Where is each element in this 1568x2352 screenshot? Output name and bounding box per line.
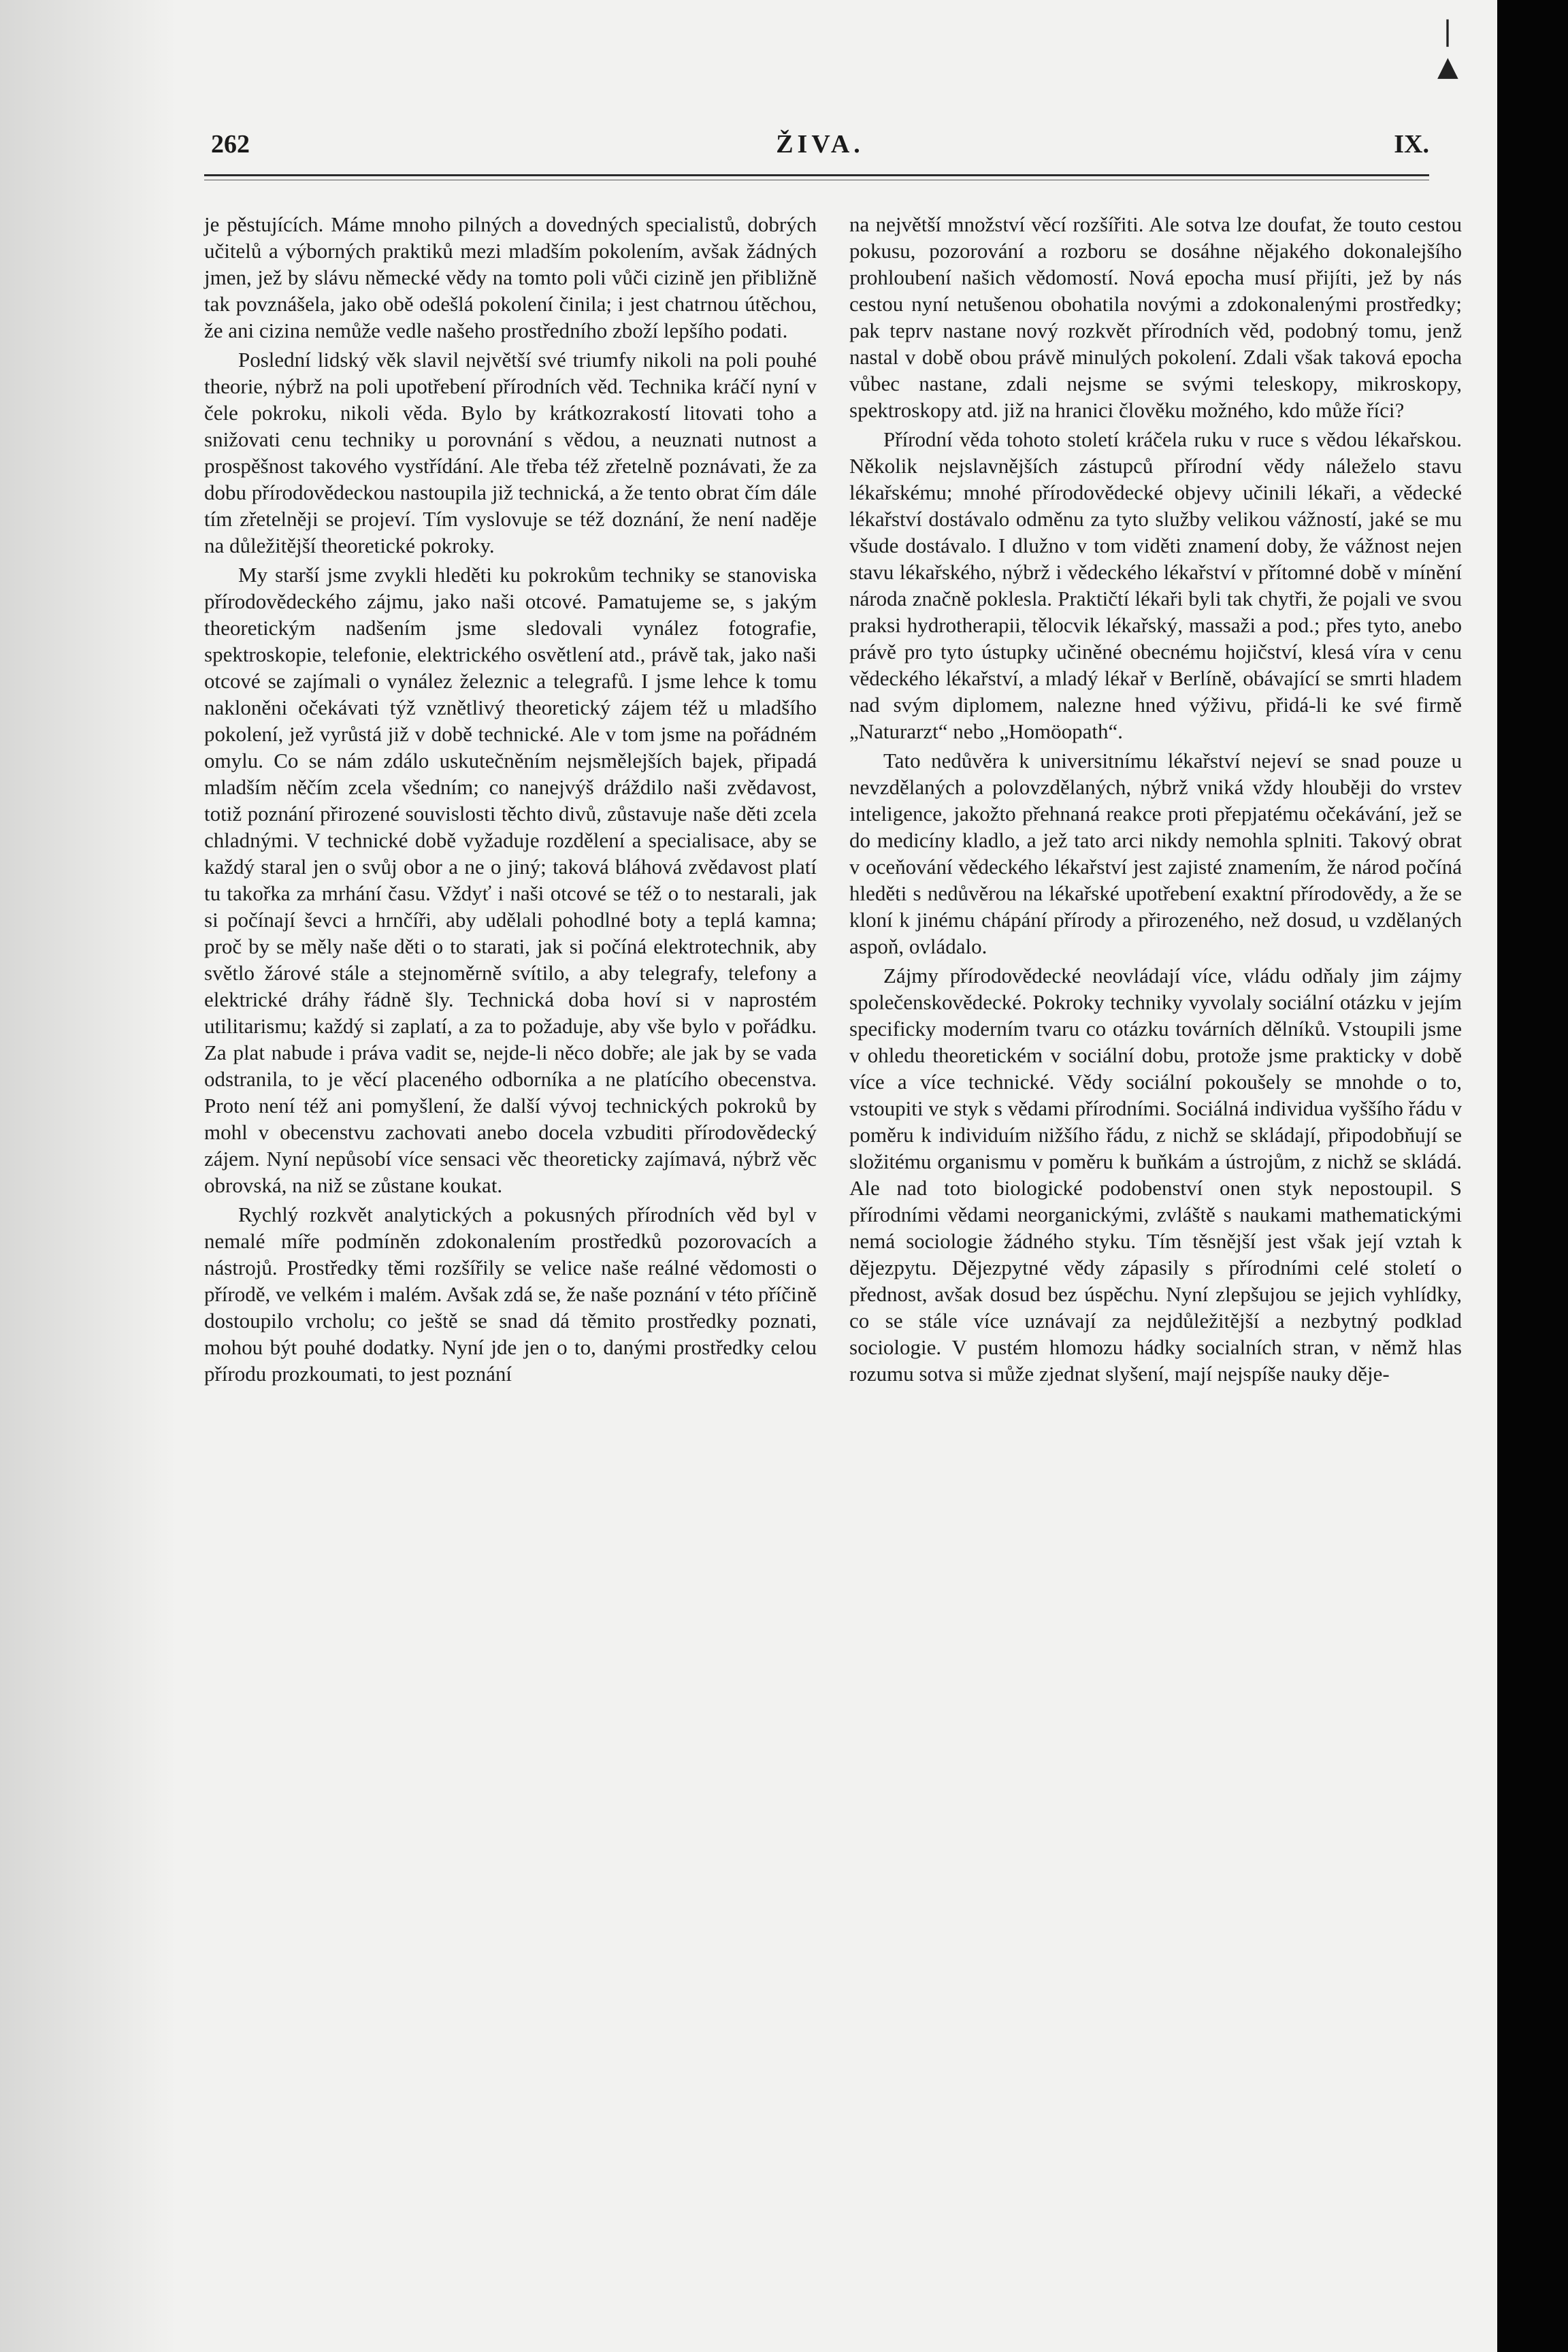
left-column: [204, 211, 817, 1387]
running-header: [211, 129, 1429, 170]
right-column: [849, 211, 1462, 1387]
corner-mark-icon: | ▲: [1437, 16, 1458, 82]
page-number: 262: [211, 130, 250, 159]
paragraph: Poslední lidský věk slavil největší své triumfy nikoli na poli pouhé theorie, nýbrž na poli upotřebení přírodních věd. Technika kráčí nyní v čele pokroku, nikoli věda. Bylo by krátkozrakostí litovati toho a snižovati cenu techniky u porovnání s vědou, a neuznati nutnost a prospěšnost takového vystřídání. Ale třeba též zřetelně poznávati, že za dobu přírodovědeckou nastoupila již technická, a že tento obrat čím dále tím zřetelněji se projeví. Tím vyslovuje se též doznání, že není naděje na důležitější theoretické pokroky.: [204, 348, 817, 557]
paragraph: Rychlý rozkvět analytických a pokusných přírodních věd byl v nemalé míře podmíněn zdokonalením prostředků pozorovacích a nástrojů. Prostředky těmi rozšířily se velice naše reálné vědomosti o přírodě, ve velkém i malém. Avšak zdá se, že naše poznání v této příčině dostoupilo vrcholu; co ještě se snad dá těmito prostředky poznati, mohou být pouhé dodatky. Nyní jde jen o to, danými prostředky celou přírodu prozkoumati, to jest poznání: [204, 1203, 817, 1386]
header-rule: [204, 174, 1429, 176]
paragraph: Tato nedůvěra k universitnímu lékařství nejeví se snad pouze u nevzdělaných a polovzdělaných, nýbrž vniká vždy hlouběji do vrstev inteligence, jakožto přehnaná reakce proti přepjatému očekávání, jež se do medicíny kladlo, a jež tato arci nikdy nemohla splniti. Takový obrat v oceňování vědeckého lékařství jest zajisté znamením, že národ počíná hleděti s nedůvěrou na lékařské upotřebení exaktní přírodovědy, a že se kloní k jinému chápání přírody a přirozeného, než dosud, u vzdělaných aspoň, ovládalo.: [849, 749, 1462, 958]
paragraph: Přírodní věda tohoto století kráčela ruku v ruce s vědou lékařskou. Několik nejslavnějších zástupců přírodní vědy náleželo stavu lékařskému; mnohé přírodovědecké objevy učinili lékaři, a vědecké lékařství dostávalo odměnu za tyto služby velikou vážností, jaké se mu všude dostávalo. I dlužno v tom viděti znamení doby, že vážnost nejen stavu lékařského, nýbrž i vědeckého lékařství v přítomné době v mínění národa značně poklesla. Praktičtí lékaři byli tak chytři, že pojali ve svou praksi hydrotherapii, tělocvik lékařský, massaži a pod.; přes tyto, anebo právě pro tyto ústupky učiněné obecnému hojičství, klesá víra v cenu vědeckého lékařství, a mladý lékař v Berlíně, obávající se smrti hladem nad svým diplomem, nalezne hned výživu, přidá-li ke své firmě „Naturarzt“ nebo „Homöopath“.: [849, 427, 1462, 743]
journal-title: ŽIVA.: [776, 130, 864, 159]
paragraph: Zájmy přírodovědecké neovládají více, vládu odňaly jim zájmy společenskovědecké. Pokroky techniky vyvolaly sociální otázku v jejím specificky moderním tvaru co otázku továrních dělníků. Vstoupili jsme v ohledu theoretickém v sociální dobu, protože jsme prakticky v době více a více technické. Vědy sociální pokoušely se mnohde o to, vstoupiti ve styk s vědami přírodními. Sociálná individua vyššího řádu v poměru k individuím nižšího řádu, z nichž se skládají, připodobňují se složitému organismu v poměru k buňkám a ústrojům, z nichž se skládá. Ale nad toto biologické podobenství onen styk nepostoupil. S přírodními vědami neorganickými, zvláště s naukami mathematickými nemá sociologie žádného styku. Tím těsnější jest však její vztah k dějezpytu. Dějezpytné vědy zápasily s přírodními celé století o přednost, avšak dosud bez úspěchu. Nyní zlepšujou se jejich vyhlídky, co se stále více uznávají za nejdůležitější a nezbytný podklad sociologie. V pustém hlomozu hádky socialních stran, v němž hlas rozumu sotva si může zjednat slyšení, mají nejspíše nauky děje-: [849, 964, 1462, 1386]
scan-border: [1497, 0, 1568, 2352]
paragraph: je pěstujících. Máme mnoho pilných a dovedných specialistů, dobrých učitelů a výborných praktiků mezi mladším pokolením, avšak žádných jmen, jež by slávu německé vědy na tomto poli vůči cizině jen přibližně tak povznášela, jako obě odešlá pokolení činila; i jest chatrnou útěchou, že ani cizina nemůže vedle našeho prostředního zboží lepšího podati.: [204, 212, 817, 342]
volume-number: IX.: [1394, 130, 1429, 159]
paragraph: My starší jsme zvykli hleděti ku pokrokům techniky se stanoviska přírodovědeckého zájmu, jako naši otcové. Pamatujeme se, s jakým theoretickým nadšením jsme sledovali vynález fotografie, spektroskopie, telefonie, elektrického osvětlení atd., právě tak, jako naši otcové se zajímali o vynález železnic a telegrafů. I jsme lehce k tomu nakloněni očekávati týž vznětlivý theoretický zájem též u mladšího pokolení, jež vyrůstá již v době technické. Ale v tom jsme na pořádném omylu. Co se nám zdálo uskutečněním nejsmělejších bajek, připadá mladším něčím zcela všedním; co nanejvýš dráždilo naši zvědavost, totiž poznání přirozené souvislosti těchto divů, zůstavuje naše děti zcela chladnými. V technické době vyžaduje rozdělení a specialisace, aby se každý staral jen o svůj obor a ne o jiný; taková bláhová zvědavost platí tu takořka za mrhání času. Vždyť i naši otcové se též o to nestarali, jak si počínají ševci a hrnčíři, aby udělali pohodlné boty a teplá kamna; proč by se měly naše děti o to starati, jak si počíná elektrotechnik, aby světlo žárové stále a stejnoměrně svítilo, a aby telegrafy, telefony a elektrické dráhy řádně šly. Technická doba hoví si v naprostém utilitarismu; každý si zaplatí, a za to požaduje, aby vše bylo v pořádku. Za plat nabude i práva vadit se, nejde-li něco dobře; ale jak by se vada odstranila, to je věcí placeného odborníka a ne platícího obecenstva. Proto není též ani pomyšlení, že další vývoj technických pokroků by mohl v obecenstvu zachovati anebo docela vzbuditi přírodovědecký zájem. Nyní nepůsobí více sensaci věc theoreticky zajímavá, nýbrž věc obrovská, na niž se zůstane koukat.: [204, 563, 817, 1197]
paragraph: na největší množství věcí rozšířiti. Ale sotva lze doufat, že touto cestou pokusu, pozorování a rozboru se dosáhne nějakého dokonalejšího prohloubení našich vědomostí. Nová epocha musí přijíti, jež by nás cestou nyní netušenou obohatila novými a zdokonalenými prostředky; pak teprv nastane nový rozkvět přírodních věd, podobný tomu, jenž nastal v době obou právě minulých pokolení. Zdali však taková epocha vůbec nastane, zdali nejsme se svými teleskopy, mikroskopy, spektroskopy atd. již na hranici člověku možného, kdo může říci?: [849, 212, 1462, 422]
